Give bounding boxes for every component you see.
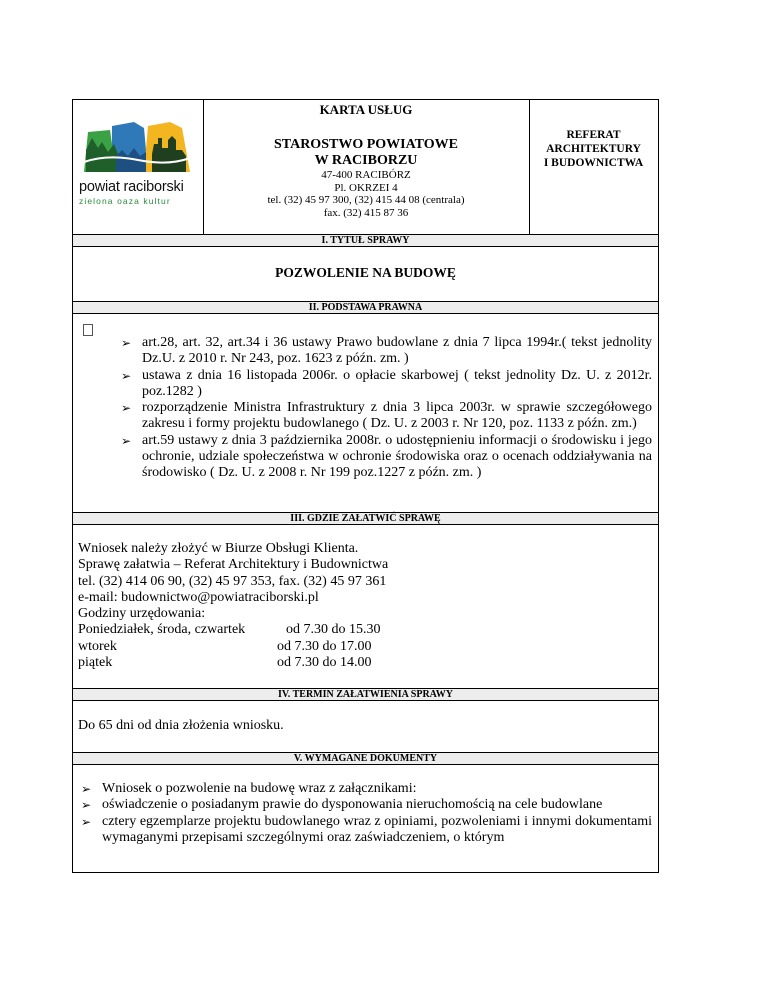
info-phone: tel. (32) 414 06 90, (32) 45 97 353, fax. (32) 45 97 361	[78, 573, 387, 589]
list-item: ➢ Wniosek o pozwolenie na budowę wraz z załącznikami:	[81, 781, 417, 796]
arrow-bullet-icon: ➢	[121, 336, 132, 350]
powiat-logo-icon	[78, 104, 198, 180]
office-location-info	[78, 541, 653, 671]
section-title-5: V. WYMAGANE DOKUMENTY	[73, 752, 658, 765]
list-item: ➢ art.28, art. 32, art.34 i 36 ustawy Prawo budowlane z dnia 7 lipca 1994r.( tekst jednolity Dz.U. z 2010 r. Nr 243, poz. 1623 z późn. zm. )	[121, 335, 652, 367]
arrow-bullet-icon: ➢	[121, 401, 132, 416]
hours-row: piątek od 7.30 do 14.00	[78, 655, 372, 671]
hours-row: Poniedziałek, środa, czwartek od 7.30 do 15.30	[78, 622, 381, 638]
office-address	[203, 169, 529, 219]
arrow-bullet-icon: ➢	[81, 798, 92, 813]
office-name	[203, 137, 529, 169]
office-name-line1: STAROSTWO POWIATOWE	[274, 137, 458, 152]
address-phone: tel. (32) 45 97 300, (32) 415 44 08 (centrala)	[267, 194, 465, 206]
list-item: ➢ rozporządzenie Ministra Infrastruktury z dnia 3 lipca 2003r. w sprawie szczegółowego zakresu i formy projektu budowlanego ( Dz. U. z 2003 r. Nr 120, poz. 1133 z późn. zm.)	[121, 400, 652, 432]
section-title-1: I. TYTUŁ SPRAWY	[73, 234, 658, 247]
office-name-line2: W RACIBORZU	[314, 153, 418, 168]
list-item: ➢ cztery egzemplarze projektu budowlanego wraz z opiniami, pozwoleniami i innymi dokumentami wymaganymi przepisami szczególnymi oraz zaświadczeniem, o którym	[81, 813, 652, 845]
card-header	[73, 100, 658, 235]
list-item: ➢ oświadczenie o posiadanym prawie do dysponowania nieruchomością na cele budowlane	[81, 797, 603, 813]
department-cell	[529, 100, 658, 234]
placeholder-box-icon	[83, 324, 93, 336]
department-name	[529, 128, 658, 170]
department-line: REFERAT	[566, 129, 621, 141]
department-line: ARCHITEKTURY	[546, 143, 641, 155]
section-title-4: IV. TERMIN ZAŁATWIENIA SPRAWY	[73, 688, 658, 701]
list-item: ➢ art.59 ustawy z dnia 3 października 2008r. o udostępnieniu informacji o środowisku i jego ochronie, udziale społeczeństwa w ochronie środowiska oraz o ocenach oddziaływania na środowisko ( Dz. U. z 2008 r. Nr 199 poz.1227 z późn. zm. )	[121, 432, 652, 481]
processing-time: Do 65 dni od dnia złożenia wniosku.	[78, 718, 284, 733]
address-fax: fax. (32) 415 87 36	[323, 206, 409, 219]
arrow-bullet-icon: ➢	[121, 368, 132, 383]
section-title-3: III. GDZIE ZAŁATWIĆ SPRAWĘ	[73, 512, 658, 525]
logo-name: powiat raciborski	[79, 179, 184, 195]
info-line: Wniosek należy złożyć w Biurze Obsługi Klienta.	[78, 541, 359, 556]
address-line: 47-400 RACIBÓRZ	[321, 169, 411, 181]
legal-basis-list	[121, 335, 652, 482]
list-item: ➢ ustawa z dnia 16 listopada 2006r. o opłacie skarbowej ( tekst jednolity Dz. U. z 2012r. poz.1282 )	[121, 367, 652, 399]
service-card	[72, 99, 659, 873]
logo-tagline: zielona oaza kultur	[79, 196, 171, 206]
info-hours-label: Godziny urzędowania:	[78, 606, 206, 622]
department-line: I BUDOWNICTWA	[543, 157, 644, 169]
hours-row: wtorek od 7.30 do 17.00	[78, 638, 372, 654]
case-title: POZWOLENIE NA BUDOWĘ	[275, 265, 456, 280]
section-title-2: II. PODSTAWA PRAWNA	[73, 301, 658, 314]
info-email: e-mail: budownictwo@powiatraciborski.pl	[78, 589, 319, 605]
address-line: Pl. OKRZEI 4	[334, 181, 398, 194]
card-title: KARTA USŁUG	[319, 102, 413, 117]
office-info	[203, 100, 530, 234]
logo-cell	[73, 100, 204, 234]
required-documents-list	[81, 781, 652, 846]
arrow-bullet-icon: ➢	[81, 814, 92, 829]
info-line: Sprawę załatwia – Referat Architektury i Budownictwa	[78, 557, 389, 573]
arrow-bullet-icon: ➢	[81, 782, 92, 796]
arrow-bullet-icon: ➢	[121, 433, 132, 448]
